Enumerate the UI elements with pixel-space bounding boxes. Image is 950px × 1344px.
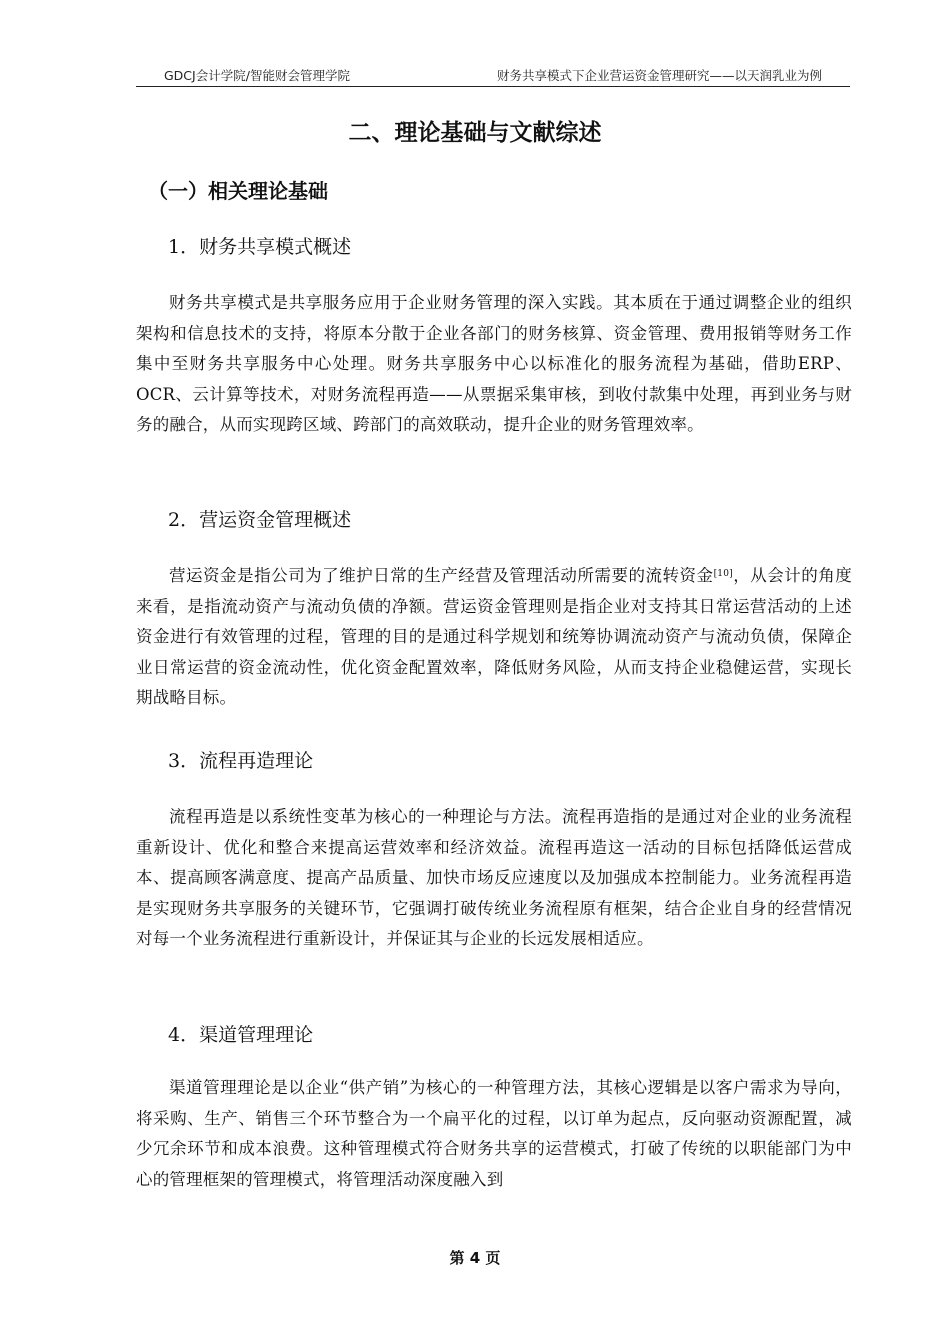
subsection-title: 营运资金管理概述 [199, 509, 352, 531]
subsection-heading-1 [168, 233, 351, 261]
paragraph-channel-management: 渠道管理理论是以企业“供产销”为核心的一种管理方法，其核心逻辑是以客户需求为导向，将采购、生产、销售三个环节整合为一个扁平化的过程，以订单为起点，反向驱动资源配置，减少冗余环节和成本浪费。这种管理模式符合财务共享的运营模式，打破了传统的以职能部门为中心的管理框架的管理模式，将管理活动深度融入到 [136, 1078, 852, 1189]
paragraph-process-reengineering: 流程再造是以系统性变革为核心的一种理论与方法。流程再造指的是通过对企业的业务流程重新设计、优化和整合来提高运营效率和经济效益。流程再造这一活动的目标包括降低运营成本、提高顾客满意度、提高产品质量、加快市场反应速度以及加强成本控制能力。业务流程再造是实现财务共享服务的关键环节，它强调打破传统业务流程原有框架，结合企业自身的经营情况对每一个业务流程进行重新设计，并保证其与企业的长远发展相适应。 [136, 807, 852, 949]
section-title: （一）相关理论基础 [148, 179, 328, 203]
paragraph-text: ，从会计的角度来看，是指流动资产与流动负债的净额。营运资金管理则是指企业对支持其日常运营活动的上述资金进行有效管理的过程，管理的目的是通过科学规划和统筹协调流动资产与流动负债，保障企业日常运营的资金流动性，优化资金配置效率，降低财务风险，从而支持企业稳健运营，实现长期战略目标。 [136, 566, 853, 708]
header-thesis-title: 财务共享模式下企业营运资金管理研究——以天润乳业为例 [496, 68, 822, 83]
subsection-heading-3 [168, 747, 313, 775]
subsection-title: 财务共享模式概述 [199, 236, 352, 258]
header-institution: GDCJ会计学院/智能财会管理学院 [164, 68, 350, 83]
paragraph-text: 营运资金是指公司为了维护日常的生产经营及管理活动所需要的流转资金 [169, 566, 714, 585]
subsection-number: 2． [168, 509, 200, 531]
chapter-title: 二、理论基础与文献综述 [348, 120, 602, 146]
paragraph-financial-sharing: 财务共享模式是共享服务应用于企业财务管理的深入实践。其本质在于通过调整企业的组织架构和信息技术的支持，将原本分散于企业各部门的财务核算、资金管理、费用报销等财务工作集中至财务共享服务中心处理。财务共享服务中心以标准化的服务流程为基础，借助ERP、OCR、云计算等技术，对财务流程再造——从票据采集审核，到收付款集中处理，再到业务与财务的融合，从而实现跨区域、跨部门的高效联动，提升企业的财务管理效率。 [136, 293, 852, 435]
citation-reference: [10] [713, 569, 733, 579]
subsection-heading-4 [168, 1021, 313, 1049]
paragraph-working-capital [136, 561, 852, 714]
subsection-title: 渠道管理理论 [199, 1024, 314, 1046]
page-header [136, 66, 850, 87]
subsection-number: 4． [168, 1024, 200, 1046]
subsection-title: 流程再造理论 [199, 750, 314, 772]
subsection-number: 3． [168, 750, 200, 772]
subsection-number: 1． [168, 236, 200, 258]
subsection-heading-2 [168, 506, 351, 534]
page-number: 第 4 页 [449, 1249, 501, 1267]
